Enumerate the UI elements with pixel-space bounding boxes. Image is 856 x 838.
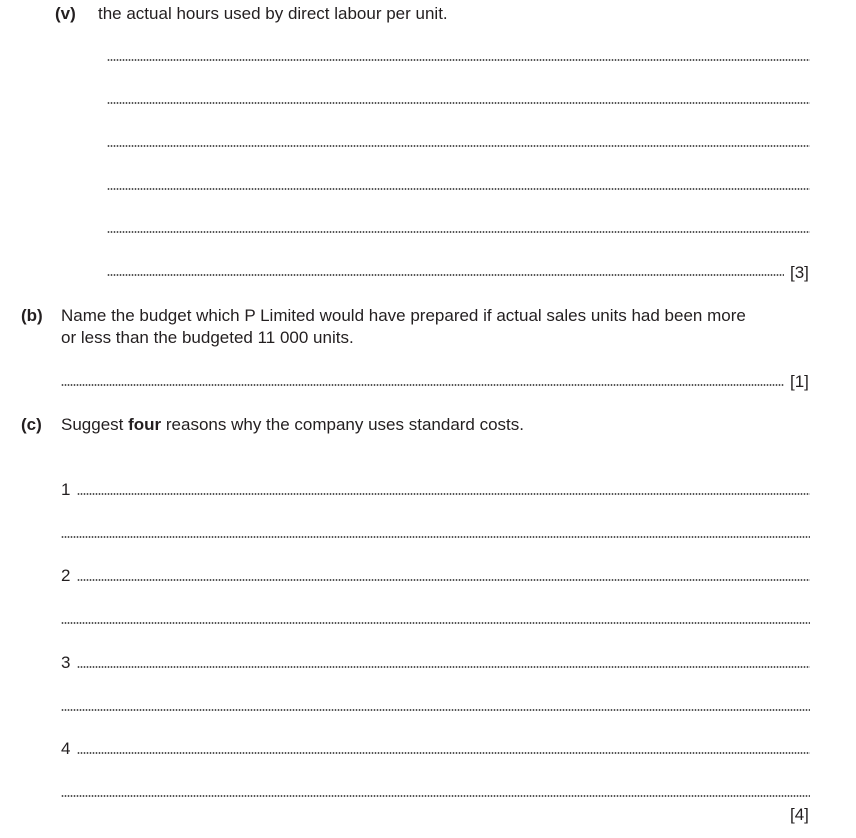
answer-line[interactable]: [107, 274, 784, 276]
answer-line[interactable]: [77, 493, 810, 495]
part-c-question: [61, 415, 524, 435]
answer-line[interactable]: [61, 709, 810, 711]
reason-number: 4: [61, 739, 71, 758]
reason-number: 2: [61, 566, 71, 585]
reason-number: 3: [61, 653, 71, 672]
answer-line[interactable]: [107, 188, 810, 190]
part-c-label: (c): [21, 415, 42, 434]
part-v-label: (v): [55, 4, 76, 23]
answer-line[interactable]: [61, 536, 810, 538]
answer-line[interactable]: [61, 795, 810, 797]
answer-line[interactable]: [77, 752, 810, 754]
answer-line[interactable]: [107, 231, 810, 233]
answer-line[interactable]: [107, 145, 810, 147]
part-c-text-after: reasons why the company uses standard costs.: [161, 415, 525, 434]
marks-c: [4]: [790, 805, 809, 824]
reason-number: 1: [61, 480, 71, 499]
answer-line[interactable]: [107, 59, 810, 61]
answer-line[interactable]: [77, 666, 810, 668]
marks-b: [1]: [790, 372, 809, 391]
part-v-question: the actual hours used by direct labour per unit.: [98, 4, 448, 23]
answer-line[interactable]: [61, 384, 784, 386]
part-b-question-line2: or less than the budgeted 11 000 units.: [61, 328, 354, 347]
marks-v: [3]: [790, 263, 809, 282]
answer-line[interactable]: [61, 622, 810, 624]
answer-line[interactable]: [107, 102, 810, 104]
part-b-question-line1: Name the budget which P Limited would have prepared if actual sales units had been more: [61, 306, 746, 325]
answer-line[interactable]: [77, 579, 810, 581]
part-c-text-before: Suggest: [61, 415, 129, 434]
part-c-text-bold: four: [128, 415, 162, 434]
part-b-label: (b): [21, 306, 43, 325]
